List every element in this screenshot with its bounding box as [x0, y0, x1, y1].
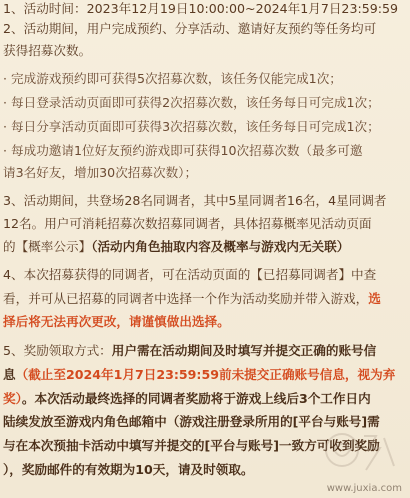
rule-selection-line2 — [3, 290, 407, 308]
bullet-login-text: · 每日登录活动页面即可获得2次招募次数，该任务每日可完成1次； — [3, 95, 380, 110]
probability-link[interactable]: 的【概率公示】 — [3, 239, 92, 254]
rule-selection-text: 4、本次招募获得的同调者，可在活动页面的【已招募同调者】中查 — [3, 267, 377, 282]
rule-tasks-line1 — [3, 20, 407, 38]
rule-tasks-text: 2、活动期间，用户完成预约、分享活动、邀请好友预约等任务均可 — [3, 21, 377, 36]
bullet-reserve-text: · 完成游戏预约即可获得5次招募次数，该任务仅能完成1次； — [3, 71, 342, 86]
bullet-login — [3, 94, 407, 112]
rule-tasks-text-cont: 获得招募次数。 — [3, 43, 92, 58]
rule-selection-line3 — [3, 313, 407, 331]
reward-delivery-text: 。本次活动最终选择的同调者奖励将于游戏上线后3个工作日内 — [21, 391, 371, 406]
rule-characters-line2 — [3, 215, 407, 233]
rule-characters-text: 3、活动期间，共登场28名同调者，其中5星同调者16名，4星同调者 — [3, 193, 387, 208]
rule-claim-label: 5、奖励领取方式： — [3, 343, 112, 358]
watermark-url: www.juxia.com — [326, 483, 402, 494]
reward-delivery-text-cont: 陆续发放至游戏内角色邮箱中（游戏注册登录所用的[平台与账号]需 — [3, 414, 380, 429]
reward-delivery-text-cont2: 与在本次预抽卡活动中填写并提交的[平台与账号]一致方可收到奖励 — [3, 438, 380, 453]
rule-claim-emphasis: 用户需在活动期间及时填写并提交正确的账号信 — [111, 343, 377, 358]
bullet-invite-text: · 每成功邀请1位好友预约游戏即可获得10次招募次数（最多可邀 — [3, 143, 363, 158]
bullet-share-text: · 每日分享活动页面即可获得3次招募次数，该任务每日可完成1次； — [3, 119, 380, 134]
rule-claim-line3 — [3, 390, 407, 408]
deadline-warning-end: 奖） — [3, 391, 22, 406]
bullet-share — [3, 118, 407, 136]
reward-delivery-text-end: ），奖励邮件的有效期为10天，请及时领取。 — [3, 462, 254, 477]
bullet-invite-text-cont: 请3名好友，增加30次招募次数）； — [3, 165, 198, 180]
rule-claim-line1 — [3, 342, 407, 360]
selection-warning: 择后将无法再次更改，请谨慎做出选择。 — [3, 314, 230, 329]
rule-selection-text-cont: 看，并可从已招募的同调者中选择一个作为活动奖励并带入游戏， — [3, 291, 369, 306]
rule-characters-line1 — [3, 192, 407, 210]
probability-note: （活动内角色抽取内容及概率与游戏内无关联） — [91, 239, 350, 254]
selection-warning-start: 选 — [368, 291, 381, 306]
bullet-invite-line2 — [3, 164, 407, 182]
deadline-warning: （截止至2024年1月7日23:59:59前未提交正确账号信息，视为弃 — [15, 367, 396, 382]
watermark-logo-icon — [320, 426, 400, 480]
rule-characters-line3 — [3, 238, 407, 256]
rule-selection-line1 — [3, 266, 407, 284]
rule-time — [3, 0, 407, 18]
rule-claim-line2 — [3, 366, 407, 384]
bullet-reserve — [3, 70, 407, 88]
bullet-invite-line1 — [3, 142, 407, 160]
rule-tasks-line2 — [3, 42, 407, 60]
rule-time-text: 1、活动时间：2023年12月19日10:00:00~2024年1月7日23:59:59 — [3, 1, 398, 16]
rule-characters-text-cont: 12名。用户可消耗招募次数招募同调者，具体招募概率见活动页面 — [3, 216, 372, 231]
rule-claim-emphasis-cont: 息 — [3, 367, 16, 382]
